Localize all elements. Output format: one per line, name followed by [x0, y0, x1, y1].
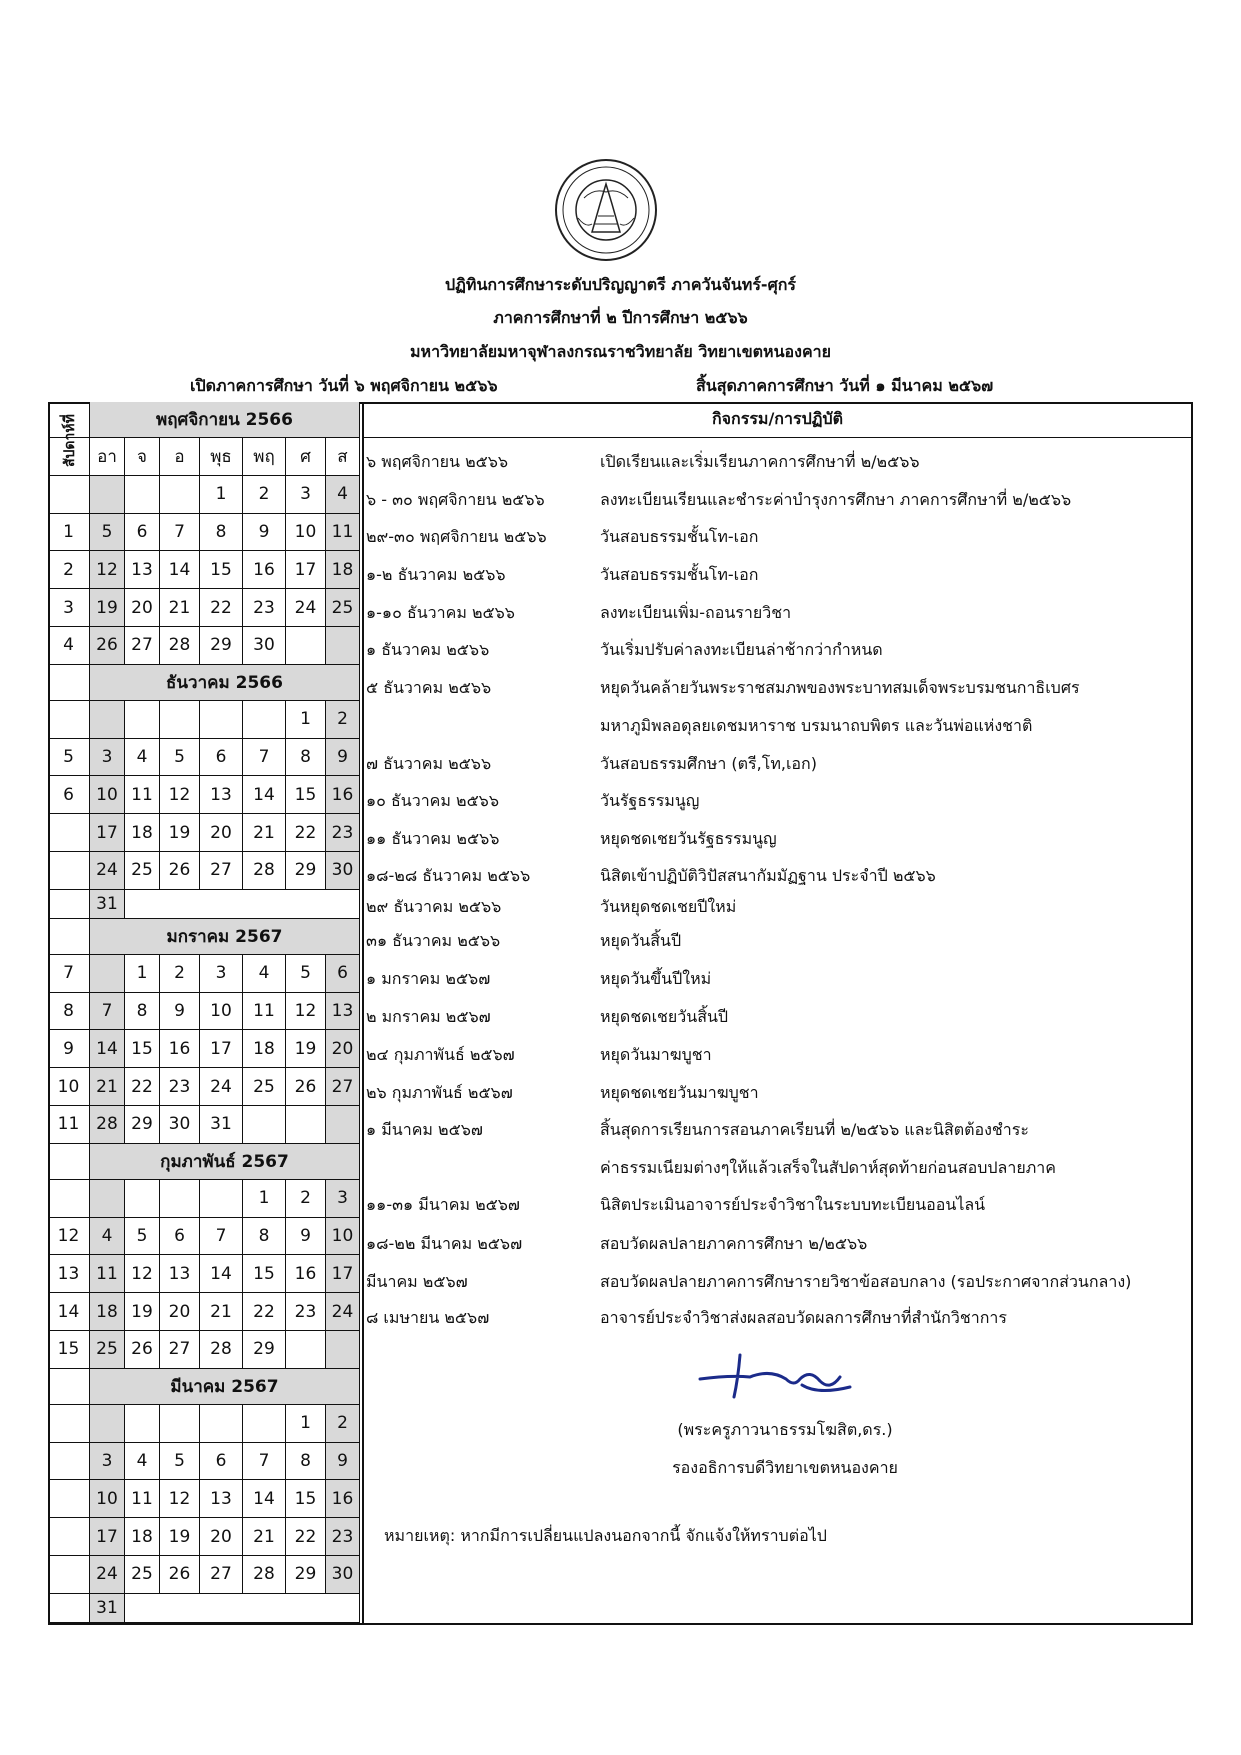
date-cell	[326, 1106, 360, 1144]
date-cell: 24	[326, 1293, 360, 1331]
empty-cell	[125, 1594, 360, 1623]
date-cell: 9	[326, 739, 360, 777]
date-cell: 29	[243, 1331, 286, 1369]
date-cell: 30	[326, 1556, 360, 1594]
day-name-header: ส	[326, 438, 360, 476]
date-cell: 13	[326, 993, 360, 1031]
date-cell: 28	[200, 1331, 243, 1369]
date-cell: 9	[286, 1218, 326, 1256]
date-cell: 3	[326, 1180, 360, 1218]
date-cell: 21	[160, 589, 200, 627]
date-cell: 18	[90, 1293, 125, 1331]
date-cell: 22	[125, 1068, 160, 1106]
activity-date: ๑ ธันวาคม ๒๕๖๖	[366, 640, 490, 659]
activity-date: ๑ มกราคม ๒๕๖๗	[366, 969, 491, 988]
date-cell	[125, 1180, 160, 1218]
date-cell: 15	[243, 1255, 286, 1293]
date-cell	[200, 1405, 243, 1443]
date-cell: 6	[200, 739, 243, 777]
week-number: 1	[48, 514, 90, 552]
month-heading: กุมภาพันธ์ 2567	[90, 1144, 360, 1180]
day-name-header: อา	[90, 438, 125, 476]
date-cell: 30	[326, 852, 360, 890]
activity-text: หยุดชดเชยวันมาฆบูชา	[600, 1083, 759, 1102]
activity-date: ๑๑-๓๑ มีนาคม ๒๕๖๗	[366, 1195, 520, 1214]
date-cell: 4	[125, 1443, 160, 1481]
date-cell: 10	[90, 776, 125, 814]
date-cell: 26	[160, 1556, 200, 1594]
date-cell: 27	[160, 1331, 200, 1369]
activity-text: วันสอบธรรมชั้นโท-เอก	[600, 527, 759, 546]
date-cell: 7	[160, 514, 200, 552]
date-cell: 24	[90, 1556, 125, 1594]
date-cell: 26	[90, 627, 125, 665]
semester-open: เปิดภาคการศึกษา วันที่ ๖ พฤศจิกายน ๒๕๖๖	[190, 376, 498, 395]
activity-text: ลงทะเบียนเพิ่ม-ถอนรายวิชา	[600, 603, 792, 622]
date-cell: 16	[160, 1030, 200, 1068]
week-number: 13	[48, 1255, 90, 1293]
activity-text: หยุดวันสิ้นปี	[600, 931, 682, 950]
date-cell	[160, 476, 200, 514]
date-cell: 24	[90, 852, 125, 890]
date-cell: 27	[125, 627, 160, 665]
date-cell: 8	[200, 514, 243, 552]
date-cell: 17	[200, 1030, 243, 1068]
activity-date: ๑-๒ ธันวาคม ๒๕๖๖	[366, 565, 506, 584]
date-cell: 23	[243, 589, 286, 627]
date-cell	[125, 476, 160, 514]
date-cell: 14	[243, 776, 286, 814]
signature-icon	[690, 1335, 860, 1405]
date-cell: 6	[200, 1443, 243, 1481]
date-cell: 5	[160, 739, 200, 777]
date-cell: 13	[160, 1255, 200, 1293]
date-cell: 12	[90, 551, 125, 589]
date-cell: 5	[160, 1443, 200, 1481]
date-cell: 8	[243, 1218, 286, 1256]
date-cell: 13	[200, 1480, 243, 1518]
date-cell: 21	[200, 1293, 243, 1331]
week-number	[48, 1405, 90, 1443]
date-cell: 10	[326, 1218, 360, 1256]
date-cell: 9	[160, 993, 200, 1031]
week-number	[48, 476, 90, 514]
date-cell: 4	[243, 955, 286, 993]
week-number	[48, 1180, 90, 1218]
week-cell	[48, 1369, 90, 1405]
date-cell: 5	[90, 514, 125, 552]
date-cell: 6	[326, 955, 360, 993]
date-cell: 4	[326, 476, 360, 514]
week-cell	[48, 665, 90, 701]
date-cell: 25	[243, 1068, 286, 1106]
date-cell: 24	[286, 589, 326, 627]
week-number: 8	[48, 993, 90, 1031]
date-cell: 1	[286, 701, 326, 739]
activity-text: นิสิตเข้าปฏิบัติวิปัสสนากัมมัฏฐาน ประจำปี ๒๕๖๖	[600, 866, 936, 885]
day-name-header: พุธ	[200, 438, 243, 476]
date-cell: 13	[200, 776, 243, 814]
date-cell: 11	[326, 514, 360, 552]
week-number	[48, 890, 90, 919]
date-cell: 8	[125, 993, 160, 1031]
date-cell: 8	[286, 739, 326, 777]
date-cell: 10	[286, 514, 326, 552]
date-cell: 20	[326, 1030, 360, 1068]
date-cell: 12	[160, 776, 200, 814]
date-cell: 20	[200, 814, 243, 852]
day-name-header: ศ	[286, 438, 326, 476]
month-heading: พฤศจิกายน 2566	[90, 402, 360, 438]
date-cell	[286, 1331, 326, 1369]
week-number: 5	[48, 739, 90, 777]
date-cell: 17	[286, 551, 326, 589]
date-cell	[90, 955, 125, 993]
activity-text: วันเริ่มปรับค่าลงทะเบียนล่าช้ากว่ากำหนด	[600, 640, 883, 659]
week-cell	[48, 402, 90, 438]
university-seal-icon	[554, 158, 658, 262]
date-cell: 16	[243, 551, 286, 589]
date-cell: 4	[90, 1218, 125, 1256]
date-cell	[160, 1180, 200, 1218]
date-cell: 3	[90, 1443, 125, 1481]
date-cell: 20	[160, 1293, 200, 1331]
empty-cell	[125, 890, 360, 919]
title-line-3: มหาวิทยาลัยมหาจุฬาลงกรณราชวิทยาลัย วิทยาเขตหนองคาย	[410, 342, 831, 361]
date-cell: 14	[200, 1255, 243, 1293]
date-cell: 2	[160, 955, 200, 993]
date-cell: 23	[286, 1293, 326, 1331]
week-number: 10	[48, 1068, 90, 1106]
date-cell: 15	[200, 551, 243, 589]
activity-text: นิสิตประเมินอาจารย์ประจำวิชาในระบบทะเบียนออนไลน์	[600, 1195, 986, 1214]
date-cell: 10	[200, 993, 243, 1031]
activity-text: หยุดชดเชยวันสิ้นปี	[600, 1007, 729, 1026]
activity-header: กิจกรรม/การปฏิบัติ	[362, 402, 1193, 438]
date-cell: 11	[125, 1480, 160, 1518]
date-cell: 15	[125, 1030, 160, 1068]
date-cell: 31	[90, 890, 125, 919]
activity-date: ๑-๑๐ ธันวาคม ๒๕๖๖	[366, 603, 515, 622]
title-line-2: ภาคการศึกษาที่ ๒ ปีการศึกษา ๒๕๖๖	[493, 308, 748, 327]
date-cell: 26	[125, 1331, 160, 1369]
date-cell: 6	[160, 1218, 200, 1256]
week-number: 15	[48, 1331, 90, 1369]
week-number	[48, 852, 90, 890]
date-cell: 28	[243, 1556, 286, 1594]
date-cell: 11	[90, 1255, 125, 1293]
date-cell: 12	[160, 1480, 200, 1518]
activity-text: สอบวัดผลปลายภาคการศึกษารายวิชาข้อสอบกลาง (รอประกาศจากส่วนกลาง)	[600, 1272, 1132, 1291]
date-cell	[90, 701, 125, 739]
date-cell: 19	[125, 1293, 160, 1331]
date-cell: 17	[326, 1255, 360, 1293]
date-cell: 18	[326, 551, 360, 589]
date-cell: 9	[243, 514, 286, 552]
week-number	[48, 1594, 90, 1623]
activity-date: มีนาคม ๒๕๖๗	[366, 1272, 468, 1291]
date-cell: 19	[160, 814, 200, 852]
week-number: 7	[48, 955, 90, 993]
activity-text: หยุดวันขึ้นปีใหม่	[600, 969, 712, 988]
date-cell: 29	[125, 1106, 160, 1144]
activity-text: วันหยุดชดเชยปีใหม่	[600, 897, 737, 916]
date-cell: 16	[326, 1480, 360, 1518]
date-cell: 1	[125, 955, 160, 993]
date-cell: 3	[90, 739, 125, 777]
week-number	[48, 1443, 90, 1481]
month-heading: ธันวาคม 2566	[90, 665, 360, 701]
date-cell: 25	[125, 852, 160, 890]
activity-date: ๒ มกราคม ๒๕๖๗	[366, 1007, 491, 1026]
activity-date: ๑๑ ธันวาคม ๒๕๖๖	[366, 829, 500, 848]
date-cell: 28	[160, 627, 200, 665]
date-cell: 7	[243, 739, 286, 777]
date-cell	[160, 701, 200, 739]
activity-text: มหาภูมิพลอดุลยเดชมหาราช บรมนาถบพิตร และวันพ่อแห่งชาติ	[600, 716, 1033, 735]
date-cell: 6	[125, 514, 160, 552]
date-cell: 20	[200, 1518, 243, 1556]
date-cell: 3	[200, 955, 243, 993]
date-cell: 21	[243, 814, 286, 852]
activity-date: ๕ ธันวาคม ๒๕๖๖	[366, 678, 492, 697]
date-cell: 27	[200, 1556, 243, 1594]
week-number: 4	[48, 627, 90, 665]
week-number	[48, 1518, 90, 1556]
week-cell	[48, 438, 90, 476]
date-cell	[125, 701, 160, 739]
date-cell: 9	[326, 1443, 360, 1481]
activity-date: ๓๑ ธันวาคม ๒๕๖๖	[366, 931, 501, 950]
week-number	[48, 1480, 90, 1518]
date-cell: 31	[200, 1106, 243, 1144]
date-cell	[125, 1405, 160, 1443]
date-cell: 14	[90, 1030, 125, 1068]
date-cell: 26	[160, 852, 200, 890]
date-cell: 23	[326, 1518, 360, 1556]
week-number: 9	[48, 1030, 90, 1068]
week-number: 2	[48, 551, 90, 589]
date-cell: 28	[243, 852, 286, 890]
month-heading: มกราคม 2567	[90, 919, 360, 955]
date-cell: 17	[90, 814, 125, 852]
date-cell: 22	[200, 589, 243, 627]
day-name-header: จ	[125, 438, 160, 476]
date-cell	[160, 1405, 200, 1443]
date-cell: 26	[286, 1068, 326, 1106]
date-cell: 24	[200, 1068, 243, 1106]
date-cell: 25	[90, 1331, 125, 1369]
signer-position: รองอธิการบดีวิทยาเขตหนองคาย	[672, 1458, 898, 1477]
date-cell: 22	[243, 1293, 286, 1331]
activity-text: อาจารย์ประจำวิชาส่งผลสอบวัดผลการศึกษาที่สำนักวิชาการ	[600, 1308, 1007, 1327]
date-cell: 11	[243, 993, 286, 1031]
date-cell: 22	[286, 814, 326, 852]
date-cell	[326, 627, 360, 665]
date-cell: 25	[326, 589, 360, 627]
title-line-1: ปฏิทินการศึกษาระดับปริญญาตรี ภาควันจันทร์-ศุกร์	[445, 275, 796, 294]
week-number	[48, 1556, 90, 1594]
date-cell	[200, 1180, 243, 1218]
date-cell: 19	[160, 1518, 200, 1556]
date-cell: 23	[160, 1068, 200, 1106]
activity-text: วันสอบธรรมศึกษา (ตรี,โท,เอก)	[600, 754, 817, 773]
date-cell: 11	[125, 776, 160, 814]
activity-text: หยุดวันมาฆบูชา	[600, 1045, 712, 1064]
date-cell: 17	[90, 1518, 125, 1556]
activity-date: ๑๐ ธันวาคม ๒๕๖๖	[366, 791, 499, 810]
date-cell	[286, 627, 326, 665]
date-cell	[200, 701, 243, 739]
week-number	[48, 814, 90, 852]
date-cell: 7	[200, 1218, 243, 1256]
date-cell: 1	[243, 1180, 286, 1218]
day-name-header: อ	[160, 438, 200, 476]
date-cell: 2	[326, 1405, 360, 1443]
activity-date: ๑ มีนาคม ๒๕๖๗	[366, 1120, 483, 1139]
activity-date: ๗ ธันวาคม ๒๕๖๖	[366, 754, 492, 773]
date-cell	[243, 1405, 286, 1443]
date-cell: 13	[125, 551, 160, 589]
date-cell: 1	[286, 1405, 326, 1443]
date-cell: 29	[200, 627, 243, 665]
date-cell	[243, 701, 286, 739]
date-cell: 2	[326, 701, 360, 739]
activity-text: ลงทะเบียนเรียนและชำระค่าบำรุงการศึกษา ภาคการศึกษาที่ ๒/๒๕๖๖	[600, 490, 1072, 509]
signer-name: (พระครูภาวนาธรรมโฆสิต,ดร.)	[677, 1420, 893, 1439]
date-cell: 7	[243, 1443, 286, 1481]
date-cell	[286, 1106, 326, 1144]
table-divider	[362, 404, 364, 1623]
remark-note: หมายเหตุ: หากมีการเปลี่ยนแปลงนอกจากนี้ จักแจ้งให้ทราบต่อไป	[384, 1526, 827, 1545]
activity-text: วันรัฐธรรมนูญ	[600, 791, 700, 810]
date-cell: 12	[125, 1255, 160, 1293]
date-cell: 31	[90, 1594, 125, 1623]
date-cell: 15	[286, 1480, 326, 1518]
date-cell: 27	[200, 852, 243, 890]
activity-date: ๑๘-๒๘ ธันวาคม ๒๕๖๖	[366, 866, 531, 885]
week-number-header: สัปดาห์ที่	[62, 414, 78, 468]
activity-date: ๑๘-๒๒ มีนาคม ๒๕๖๗	[366, 1234, 523, 1253]
date-cell: 18	[125, 1518, 160, 1556]
date-cell: 7	[90, 993, 125, 1031]
activity-date: ๖ พฤศจิกายน ๒๕๖๖	[366, 452, 509, 471]
date-cell: 29	[286, 852, 326, 890]
date-cell: 18	[243, 1030, 286, 1068]
activity-text: สอบวัดผลปลายภาคการศึกษา ๒/๒๕๖๖	[600, 1234, 868, 1253]
date-cell: 14	[160, 551, 200, 589]
activity-date: ๘ เมษายน ๒๕๖๗	[366, 1308, 490, 1327]
activity-date: ๒๖ กุมภาพันธ์ ๒๕๖๗	[366, 1083, 513, 1102]
week-cell	[48, 1144, 90, 1180]
date-cell: 21	[90, 1068, 125, 1106]
date-cell: 1	[200, 476, 243, 514]
date-cell	[243, 1106, 286, 1144]
week-cell	[48, 919, 90, 955]
semester-close: สิ้นสุดภาคการศึกษา วันที่ ๑ มีนาคม ๒๕๖๗	[696, 376, 994, 395]
date-cell: 14	[243, 1480, 286, 1518]
date-cell: 21	[243, 1518, 286, 1556]
date-cell: 22	[286, 1518, 326, 1556]
date-cell: 20	[125, 589, 160, 627]
date-cell: 29	[286, 1556, 326, 1594]
date-cell	[90, 1405, 125, 1443]
date-cell: 19	[286, 1030, 326, 1068]
activity-date: ๖ - ๓๐ พฤศจิกายน ๒๕๖๖	[366, 490, 545, 509]
date-cell: 25	[125, 1556, 160, 1594]
date-cell	[90, 476, 125, 514]
date-cell: 3	[286, 476, 326, 514]
date-cell: 8	[286, 1443, 326, 1481]
date-cell: 2	[286, 1180, 326, 1218]
activity-text: วันสอบธรรมชั้นโท-เอก	[600, 565, 759, 584]
date-cell: 19	[90, 589, 125, 627]
activity-text: หยุดวันคล้ายวันพระราชสมภพของพระบาทสมเด็จพระบรมชนกาธิเบศร	[600, 678, 1080, 697]
activity-text: ค่าธรรมเนียมต่างๆให้แล้วเสร็จในสัปดาห์สุดท้ายก่อนสอบปลายภาค	[600, 1158, 1056, 1177]
week-number	[48, 701, 90, 739]
activity-date: ๒๙-๓๐ พฤศจิกายน ๒๕๖๖	[366, 527, 547, 546]
date-cell: 16	[286, 1255, 326, 1293]
date-cell: 5	[125, 1218, 160, 1256]
date-cell: 28	[90, 1106, 125, 1144]
date-cell: 27	[326, 1068, 360, 1106]
date-cell: 23	[326, 814, 360, 852]
week-number: 12	[48, 1218, 90, 1256]
day-name-header: พฤ	[243, 438, 286, 476]
month-heading: มีนาคม 2567	[90, 1369, 360, 1405]
week-number: 6	[48, 776, 90, 814]
date-cell	[326, 1331, 360, 1369]
activity-text: เปิดเรียนและเริ่มเรียนภาคการศึกษาที่ ๒/๒๕๖๖	[600, 452, 920, 471]
week-number: 3	[48, 589, 90, 627]
activity-date: ๒๔ กุมภาพันธ์ ๒๕๖๗	[366, 1045, 515, 1064]
date-cell: 30	[243, 627, 286, 665]
date-cell: 18	[125, 814, 160, 852]
date-cell: 30	[160, 1106, 200, 1144]
activity-text: หยุดชดเชยวันรัฐธรรมนูญ	[600, 829, 777, 848]
date-cell: 15	[286, 776, 326, 814]
date-cell: 16	[326, 776, 360, 814]
week-number: 11	[48, 1106, 90, 1144]
date-cell: 12	[286, 993, 326, 1031]
date-cell: 5	[286, 955, 326, 993]
date-cell	[90, 1180, 125, 1218]
week-number: 14	[48, 1293, 90, 1331]
activity-text: สิ้นสุดการเรียนการสอนภาคเรียนที่ ๒/๒๕๖๖ และนิสิตต้องชำระ	[600, 1120, 1029, 1139]
activity-date: ๒๙ ธันวาคม ๒๕๖๖	[366, 897, 502, 916]
date-cell: 10	[90, 1480, 125, 1518]
date-cell: 2	[243, 476, 286, 514]
date-cell: 4	[125, 739, 160, 777]
